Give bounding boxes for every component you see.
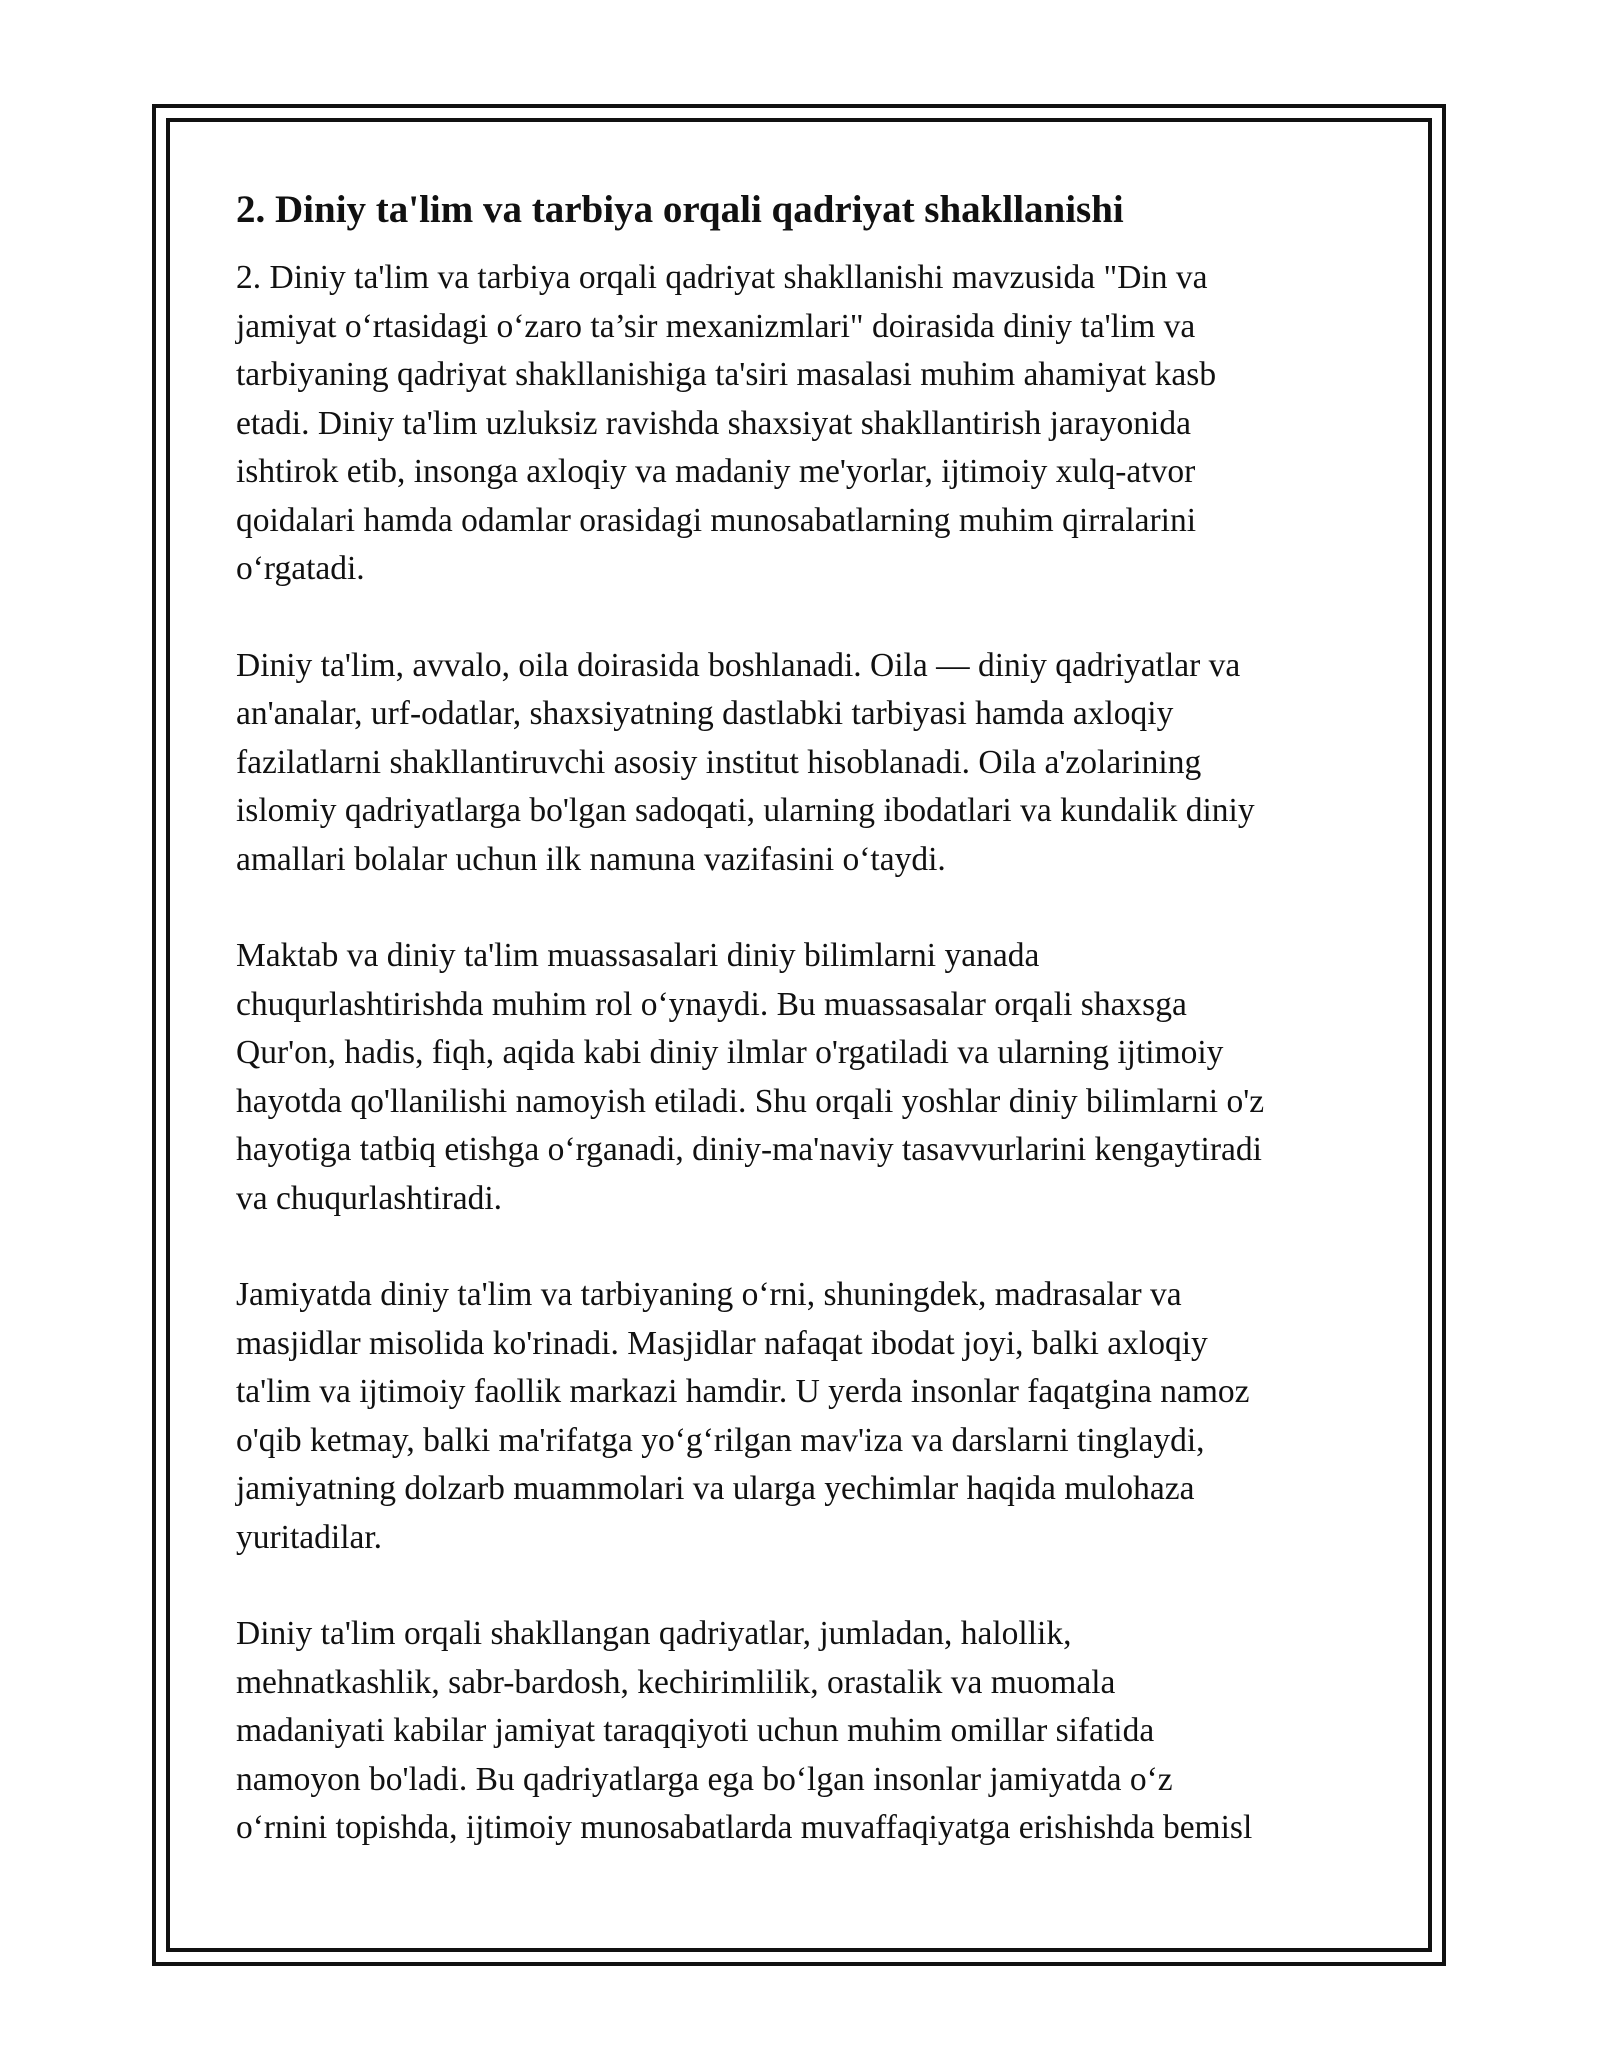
text-line: amallari bolalar uchun ilk namuna vazifasini o‘taydi. — [236, 840, 946, 878]
section-heading: 2. Diniy ta'lim va tarbiya orqali qadriyat shakllanishi — [236, 188, 1124, 231]
text-line: o‘rgatadi. — [236, 550, 365, 587]
text-line: mehnatkashlik, sabr-bardosh, kechirimlilik, orastalik va muomala — [236, 1663, 1116, 1701]
text-line: madaniyati kabilar jamiyat taraqqiyoti uchun muhim omillar sifatida — [236, 1712, 1155, 1749]
text-line: Qur'on, hadis, fiqh, aqida kabi diniy ilmlar o'rgatiladi va ularning ijtimoiy — [236, 1034, 1224, 1071]
text-line: Diniy ta'lim orqali shakllangan qadriyatlar, jumladan, halollik, — [236, 1615, 1072, 1652]
text-line: islomiy qadriyatlarga bo'lgan sadoqati, ularning ibodatlari va kundalik diniy — [236, 792, 1255, 829]
text-line: etadi. Diniy ta'lim uzluksiz ravishda shaxsiyat shakllantirish jarayonida — [236, 404, 1191, 442]
text-line: namoyon bo'ladi. Bu qadriyatlarga ega bo‘lgan insonlar jamiyatda o‘z — [236, 1760, 1173, 1798]
text-line: 2. Diniy ta'lim va tarbiya orqali qadriyat shakllanishi mavzusida "Din va — [236, 259, 1208, 296]
document-body — [236, 186, 1366, 1901]
text-line: ta'lim va ijtimoiy faollik markazi hamdir. U yerda insonlar faqatgina namoz — [236, 1373, 1250, 1410]
text-line: qoidalari hamda odamlar orasidagi munosabatlarning muhim qirralarini — [236, 501, 1197, 539]
text-line: o'qib ketmay, balki ma'rifatga yo‘g‘rilgan mav'iza va darslarni tinglaydi, — [236, 1421, 1205, 1459]
text-line: an'analar, urf-odatlar, shaxsiyatning dastlabki tarbiyasi hamda axloqiy — [236, 695, 1174, 732]
text-line: va chuqurlashtiradi. — [236, 1179, 503, 1217]
text-line: chuqurlashtirishda muhim rol o‘ynaydi. Bu muassasalar orqali shaxsga — [236, 985, 1187, 1023]
text-line: Jamiyatda diniy ta'lim va tarbiyaning o‘rni, shuningdek, madrasalar va — [236, 1276, 1182, 1313]
text-line: Maktab va diniy ta'lim muassasalari diniy bilimlarni yanada — [236, 937, 1040, 974]
text-line: o‘rnini topishda, ijtimoiy munosabatlarda muvaffaqiyatga erishishda bemisl — [236, 1809, 1253, 1846]
text-line: fazilatlarni shakllantiruvchi asosiy institut hisoblanadi. Oila a'zolarining — [236, 743, 1202, 781]
text-line: yuritadilar. — [236, 1518, 383, 1556]
text-line: Diniy ta'lim, avvalo, oila doirasida boshlanadi. Oila — diniy qadriyatlar va — [236, 646, 1241, 684]
text-line: jamiyat o‘rtasidagi o‘zaro ta’sir mexanizmlari" doirasida diniy ta'lim va — [236, 307, 1196, 345]
text-line: ishtirok etib, insonga axloqiy va madaniy me'yorlar, ijtimoiy xulq-atvor — [236, 453, 1196, 490]
paragraph-3 — [236, 932, 1366, 1223]
paragraph-1 — [236, 254, 1366, 594]
text-line: tarbiyaning qadriyat shakllanishiga ta'siri masalasi muhim ahamiyat kasb — [236, 356, 1217, 393]
paragraph-5 — [236, 1610, 1366, 1853]
text-line: hayotda qo'llanilishi namoyish etiladi. Shu orqali yoshlar diniy bilimlarni o'z — [236, 1082, 1265, 1120]
text-line: masjidlar misolida ko'rinadi. Masjidlar nafaqat ibodat joyi, balki axloqiy — [236, 1324, 1208, 1362]
text-line: jamiyatning dolzarb muammolari va ularga yechimlar haqida mulohaza — [236, 1470, 1195, 1507]
paragraph-4 — [236, 1271, 1366, 1562]
paragraph-2 — [236, 642, 1366, 885]
text-line: hayotiga tatbiq etishga o‘rganadi, diniy-ma'naviy tasavvurlarini kengaytiradi — [236, 1131, 1262, 1168]
